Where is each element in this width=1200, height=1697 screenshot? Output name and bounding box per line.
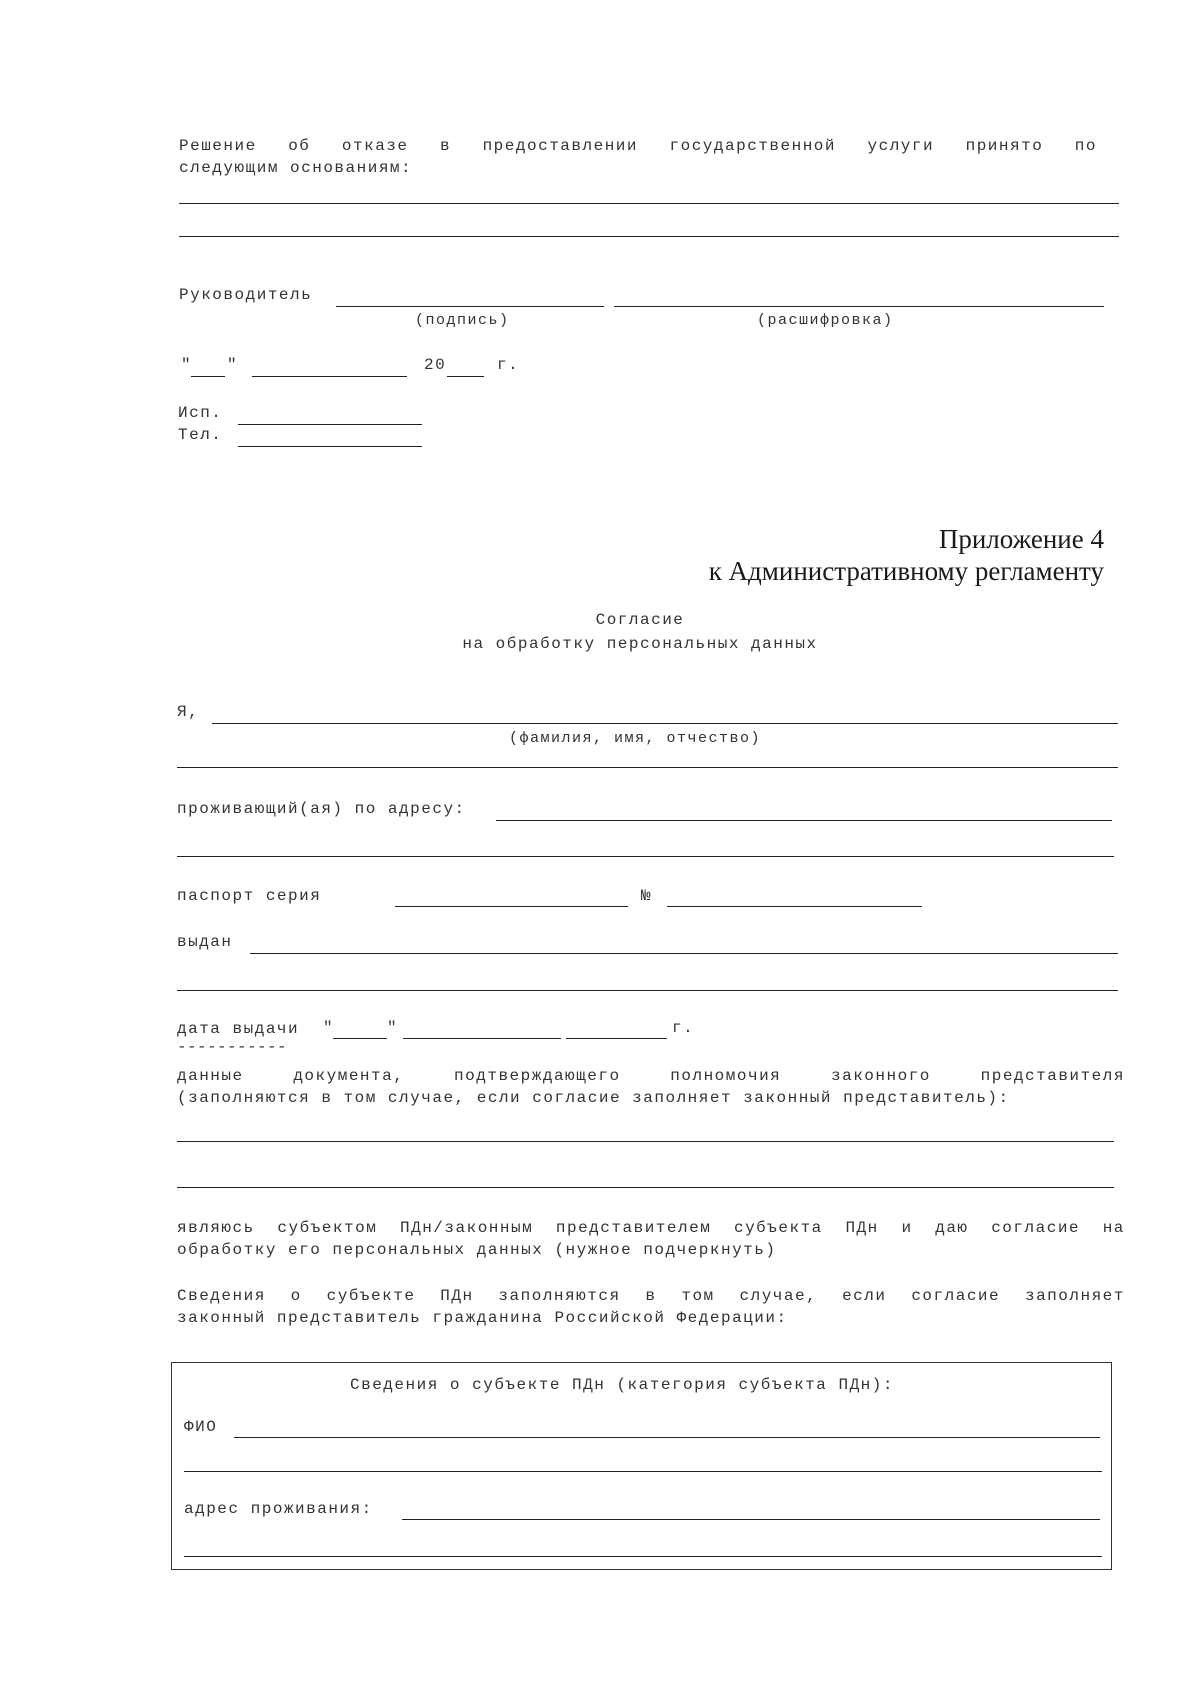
info-word: заполняются (498, 1287, 621, 1305)
subject-fio-line[interactable] (234, 1437, 1100, 1438)
date-quote-close: " (227, 356, 239, 374)
appendix-line-1: Приложение 4 (938, 524, 1104, 554)
issue-date-label: дата выдачи (177, 1020, 300, 1038)
subject-word: даю (935, 1219, 969, 1237)
subject-word: субъектом (277, 1219, 378, 1237)
refusal-word: предоставлении (482, 137, 638, 155)
subject-box-title: Сведения о субъекте ПДн (категория субъекта ПДн): (350, 1376, 894, 1394)
date-quote-open: " (181, 356, 193, 374)
subject-word: согласие (991, 1219, 1081, 1237)
isp-line[interactable] (238, 424, 422, 425)
subject-address-continuation-line[interactable] (184, 1556, 1102, 1557)
subject-address-label: адрес проживания: (184, 1500, 373, 1518)
dashes: ----------- (177, 1038, 288, 1056)
decode-line[interactable] (614, 306, 1104, 307)
date-year-line[interactable] (447, 376, 484, 377)
info-line-2: законный представитель гражданина Российской Федерации: (177, 1309, 788, 1327)
number-sign: № (641, 887, 653, 905)
address-continuation-line[interactable] (177, 856, 1114, 857)
subject-word: ПДн (845, 1219, 879, 1237)
info-line-1 (177, 1287, 1125, 1305)
rep-line-1 (177, 1067, 1125, 1085)
info-word: случае, (739, 1287, 818, 1305)
consent-title: Согласие (595, 611, 685, 629)
issue-month-line[interactable] (403, 1038, 561, 1039)
passport-series-label: паспорт серия (177, 887, 322, 905)
date-year-suffix: г. (497, 356, 520, 374)
fio-hint: (фамилия, имя, отчество) (509, 730, 762, 747)
passport-series-line[interactable] (395, 906, 628, 907)
info-word: согласие (911, 1287, 1001, 1305)
subject-line-2: обработку его персональных данных (нужное подчеркнуть) (177, 1241, 777, 1259)
refusal-word: об (288, 137, 311, 155)
ya-label: Я, (177, 703, 200, 721)
refusal-reason-line-2[interactable] (179, 236, 1119, 237)
refusal-word: принято (965, 137, 1044, 155)
subject-line-1 (177, 1219, 1125, 1237)
rep-word: данные (177, 1067, 244, 1085)
info-word: субъекте (326, 1287, 416, 1305)
refusal-reason-line-1[interactable] (179, 203, 1119, 204)
info-word: в (645, 1287, 657, 1305)
issue-date-quote-close: " (387, 1019, 399, 1037)
rep-word: полномочия (670, 1067, 782, 1085)
rep-doc-line-1[interactable] (177, 1141, 1114, 1142)
tel-label: Тел. (178, 426, 223, 444)
issued-continuation-line[interactable] (177, 990, 1118, 991)
issue-year-line[interactable] (566, 1038, 667, 1039)
info-word: заполняет (1024, 1287, 1125, 1305)
head-label: Руководитель (179, 286, 313, 304)
refusal-line-1 (179, 137, 1097, 155)
date-year-prefix: 20 (424, 356, 447, 374)
issued-line[interactable] (250, 953, 1118, 954)
consent-subtitle: на обработку персональных данных (462, 635, 818, 653)
date-day-line[interactable] (191, 376, 225, 377)
info-word: если (842, 1287, 887, 1305)
subject-address-line[interactable] (402, 1519, 1100, 1520)
subject-word: представителем (555, 1219, 712, 1237)
signature-line[interactable] (336, 306, 604, 307)
rep-word: законного (830, 1067, 931, 1085)
subject-fio-label: ФИО (184, 1418, 218, 1436)
fio-continuation-line[interactable] (177, 767, 1118, 768)
tel-line[interactable] (238, 446, 422, 447)
address-label: проживающий(ая) по адресу: (177, 800, 466, 818)
address-line[interactable] (496, 820, 1112, 821)
rep-word: представителя (980, 1067, 1125, 1085)
rep-line-2: (заполняются в том случае, если согласие заполняет законный представитель): (177, 1089, 1010, 1107)
subject-word: и (901, 1219, 913, 1237)
decode-hint: (расшифровка) (757, 312, 894, 329)
refusal-word: государственной (669, 137, 837, 155)
info-word: ПДн (440, 1287, 474, 1305)
issued-label: выдан (177, 933, 233, 951)
refusal-word: отказе (341, 137, 409, 155)
subject-word: ПДн/законным (399, 1219, 534, 1237)
rep-doc-line-2[interactable] (177, 1187, 1114, 1188)
fio-line[interactable] (212, 723, 1118, 724)
refusal-line-2: следующим основаниям: (179, 159, 413, 177)
subject-word: являюсь (177, 1219, 255, 1237)
refusal-word: в (439, 137, 452, 155)
appendix-line-2: к Административному регламенту (708, 556, 1104, 586)
signature-hint: (подпись) (415, 312, 510, 329)
issue-date-quote-open: " (323, 1019, 335, 1037)
info-word: о (290, 1287, 302, 1305)
date-month-line[interactable] (252, 376, 407, 377)
refusal-word: услуги (867, 137, 935, 155)
info-word: Сведения (177, 1287, 266, 1305)
subject-word: на (1102, 1219, 1125, 1237)
issue-day-line[interactable] (333, 1038, 387, 1039)
subject-fio-continuation-line[interactable] (184, 1471, 1102, 1472)
refusal-word: по (1074, 137, 1097, 155)
subject-word: субъекта (733, 1219, 823, 1237)
rep-word: документа, (293, 1067, 405, 1085)
refusal-word: Решение (179, 137, 257, 155)
issue-year-suffix: г. (672, 1019, 695, 1037)
rep-word: подтверждающего (454, 1067, 621, 1085)
passport-number-line[interactable] (667, 906, 922, 907)
isp-label: Исп. (178, 404, 223, 422)
info-word: том (681, 1287, 715, 1305)
